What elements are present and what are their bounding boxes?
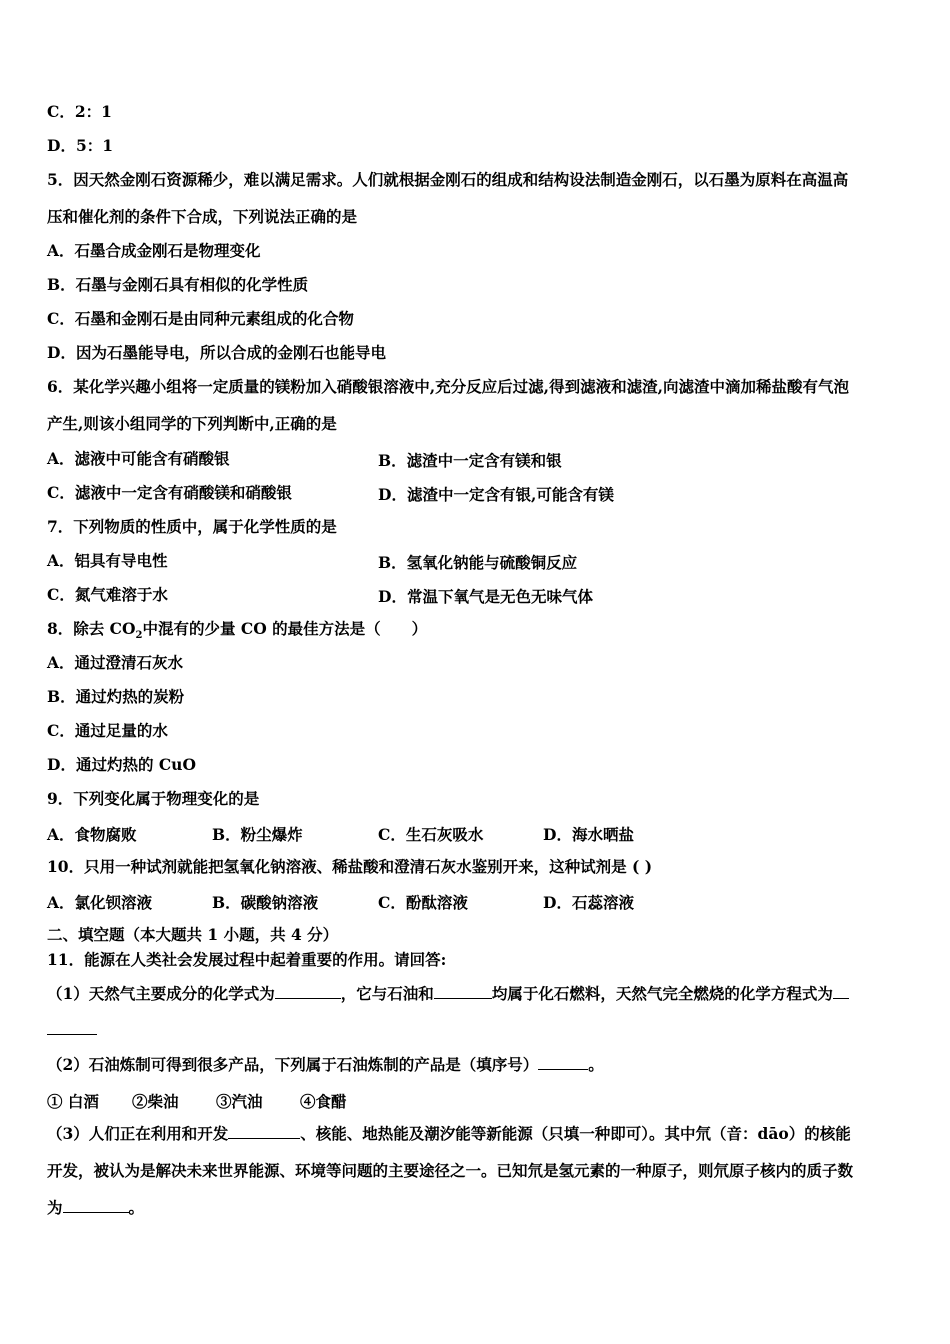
q5-option-a: A．石墨合成金刚石是物理变化 (47, 241, 261, 260)
q10-option-d: D．石蕊溶液 (543, 893, 634, 912)
q10-option-a: A．氯化钡溶液 (47, 893, 153, 912)
q8-option-d: D．通过灼热的 CuO (47, 755, 196, 774)
q6-option-d: D．滤渣中一定含有银,可能含有镁 (378, 485, 614, 504)
answer-blank[interactable] (434, 984, 492, 999)
q11-part2 (47, 1055, 604, 1075)
q11-part3-text-b: 、核能、地热能及潮汐能等新能源（只填一种即可）。其中氘（音：dāo）的核能 (300, 1124, 851, 1143)
q4-option-c: C．2：1 (47, 102, 112, 121)
q11-option-1: ① 白酒 (47, 1092, 99, 1111)
q11-stem: 11．能源在人类社会发展过程中起着重要的作用。请回答: (47, 950, 447, 969)
q11-part3-line2: 开发，被认为是解决未来世界能源、环境等问题的主要途径之一。已知氘是氢元素的一种原子，则氘原子核内的质子数 (47, 1161, 854, 1180)
answer-blank[interactable] (275, 984, 341, 999)
q11-option-2: ②柴油 (132, 1092, 179, 1111)
q8-stem-pre: 8．除去 CO (47, 619, 136, 638)
q11-part3-line3 (47, 1198, 144, 1218)
q11-part3-line3-text: 为 (47, 1198, 63, 1217)
q8-stem-post: 中混有的少量 CO 的最佳方法是（ ） (142, 619, 428, 638)
q5-option-c: C．石墨和金刚石是由同种元素组成的化合物 (47, 309, 354, 328)
q11-part2-text: （2）石油炼制可得到很多产品，下列属于石油炼制的产品是（填序号） (47, 1055, 539, 1074)
q8-stem-subscript: 2 (135, 630, 143, 642)
q9-option-a: A．食物腐败 (47, 825, 137, 844)
q8-option-b: B．通过灼热的炭粉 (47, 687, 185, 706)
q6-option-a: A．滤液中可能含有硝酸银 (47, 449, 230, 468)
q8-option-a: A．通过澄清石灰水 (47, 653, 184, 672)
q7-stem: 7．下列物质的性质中，属于化学性质的是 (47, 517, 337, 536)
q6-option-c: C．滤液中一定含有硝酸镁和硝酸银 (47, 483, 292, 502)
answer-blank[interactable] (228, 1124, 300, 1139)
q11-part1-continuation (47, 1020, 97, 1040)
q10-option-b: B．碳酸钠溶液 (212, 893, 319, 912)
q11-option-3: ③汽油 (216, 1092, 263, 1111)
q11-part3-end: 。 (128, 1198, 145, 1217)
q9-option-d: D．海水晒盐 (543, 825, 634, 844)
q7-option-a: A．铝具有导电性 (47, 551, 168, 570)
q11-part1-text-b: ，它与石油和 (340, 984, 434, 1003)
q7-option-b: B．氢氧化钠能与硫酸铜反应 (378, 553, 578, 572)
q11-part1-text-a: （1）天然气主要成分的化学式为 (47, 984, 275, 1003)
answer-blank[interactable] (63, 1198, 129, 1213)
q11-part2-end: 。 (588, 1055, 604, 1074)
q11-part1-text-c: 均属于化石燃料，天然气完全燃烧的化学方程式为 (491, 984, 833, 1003)
q5-stem-line2: 压和催化剂的条件下合成，下列说法正确的是 (47, 207, 358, 226)
q5-option-d: D．因为石墨能导电，所以合成的金刚石也能导电 (47, 343, 386, 362)
q11-part3 (47, 1124, 851, 1144)
q8-option-c: C．通过足量的水 (47, 721, 168, 740)
q10-option-c: C．酚酞溶液 (378, 893, 468, 912)
q8-stem (47, 619, 427, 646)
q7-option-d: D．常温下氧气是无色无味气体 (378, 587, 593, 606)
q6-stem-line2: 产生,则该小组同学的下列判断中,正确的是 (47, 414, 337, 433)
q11-part3-text-a: （3）人们正在利用和开发 (47, 1124, 229, 1143)
q9-stem: 9．下列变化属于物理变化的是 (47, 789, 260, 808)
q7-option-c: C．氮气难溶于水 (47, 585, 168, 604)
q9-option-b: B．粉尘爆炸 (212, 825, 303, 844)
answer-blank[interactable] (538, 1055, 588, 1070)
q6-option-b: B．滤渣中一定含有镁和银 (378, 451, 562, 470)
section-heading: 二、填空题（本大题共 1 小题，共 4 分） (47, 925, 339, 944)
q9-option-c: C．生石灰吸水 (378, 825, 484, 844)
q10-stem: 10．只用一种试剂就能把氢氧化钠溶液、稀盐酸和澄清石灰水鉴别开来，这种试剂是 ( ) (47, 857, 653, 876)
q4-option-d: D．5：1 (47, 136, 114, 155)
q5-stem-line1: 5．因天然金刚石资源稀少，难以满足需求。人们就根据金刚石的组成和结构设法制造金刚石，以石墨为原料在高温高 (47, 170, 849, 189)
q6-stem-line1: 6．某化学兴趣小组将一定质量的镁粉加入硝酸银溶液中,充分反应后过滤,得到滤液和滤渣,向滤渣中滴加稀盐酸有气泡 (47, 377, 849, 396)
q5-option-b: B．石墨与金刚石具有相似的化学性质 (47, 275, 309, 294)
q11-option-4: ④食醋 (300, 1092, 347, 1111)
answer-blank[interactable] (47, 1020, 97, 1035)
answer-blank[interactable] (833, 984, 849, 999)
q11-part1 (47, 984, 849, 1004)
